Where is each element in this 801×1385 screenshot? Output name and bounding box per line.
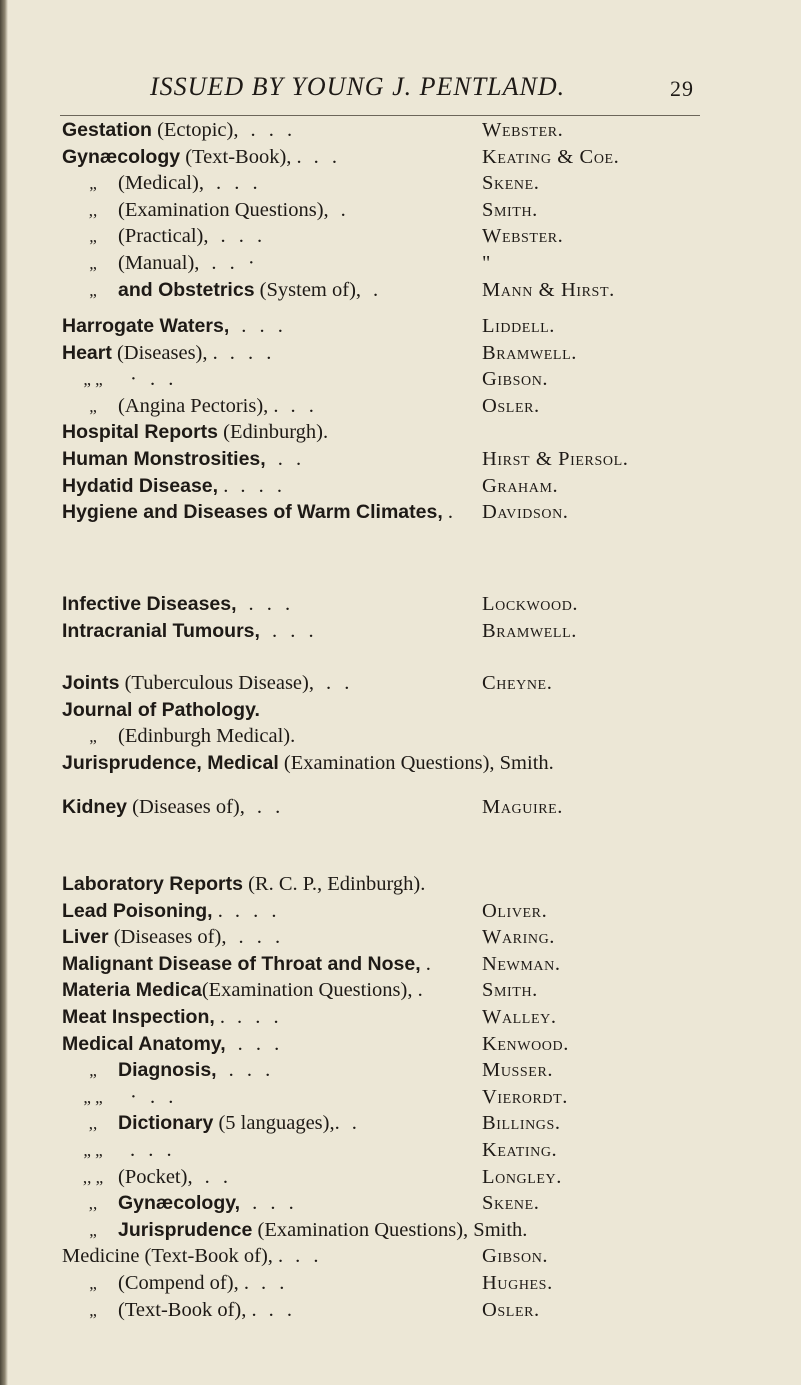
entry-title [62,750,566,777]
entry-heading: Joints [62,672,120,694]
ditto-mark: ,, [88,1114,98,1134]
leader-dots: . . . [237,1032,284,1055]
entry-text: (Practical), [118,225,209,248]
leader-dots: . . [313,145,342,168]
entry-heading: Meat Inspection, [62,1005,215,1028]
entry-text: (Examination Questions), [118,198,329,221]
entry-block [62,117,762,303]
entry-author: Smith. [482,979,538,1002]
leader-dots: . [340,198,350,221]
catalogue-entry [62,1110,762,1137]
ditto-mark: „ [89,280,97,300]
entry-heading: Liver [62,926,109,949]
leader-dots: . . . [248,593,295,615]
entry-heading: Laboratory Reports [62,873,243,895]
leader-dots: . . . [229,341,276,364]
catalogue-entry [62,223,762,250]
entry-author: Davidson. [482,501,569,524]
leader-dots: . . . [215,172,262,195]
entry-heading: Diagnosis, [118,1059,217,1082]
catalogue-entry [62,1297,762,1324]
catalogue-entry [62,697,762,724]
entry-title [62,924,284,951]
entry-author: Lockwood. [482,593,579,615]
entry-author: Webster. [482,225,564,248]
entry-title [62,1004,283,1031]
entry-title [62,898,280,925]
catalogue-entry [62,1270,762,1297]
catalogue-entry [62,1217,762,1244]
entry-title [62,1243,323,1270]
entry-title [62,277,382,305]
catalogue-entry [62,871,762,898]
catalogue-entry [62,977,762,1004]
entry-title [62,473,286,500]
entry-text: (Text-Book), . [180,145,302,168]
entry-author: Maguire. [482,796,564,818]
catalogue-entry [62,1137,762,1164]
entry-heading: Medical Anatomy, [62,1032,226,1055]
leader-dots: . . [290,394,318,417]
leader-dots: . . · [211,251,259,274]
entry-title [62,117,296,144]
catalogue-entry [62,170,762,197]
entry-author: Newman. [482,952,561,975]
catalogue-entry [62,1190,762,1217]
entry-text: (Diseases), . [111,341,218,364]
ditto-mark: „ „ [83,1087,103,1107]
leader-dots: . . . [252,1192,298,1215]
entry-author: Cheyne. [482,672,553,694]
ditto-mark: „ [89,1220,97,1240]
entry-author: Waring. [482,926,556,949]
ditto-mark: „ [89,1061,97,1081]
entry-title [62,499,465,526]
catalogue-entry [62,1243,762,1270]
entry-title [62,170,262,198]
entry-text: (5 languages),. [213,1112,340,1135]
leader-dots: . . . [240,474,286,497]
catalogue-entry [62,618,762,645]
catalogue-entry [62,473,762,500]
catalogue-entry [62,499,762,526]
entry-title [62,1110,361,1138]
entry-heading: Lead Poisoning, [62,899,213,922]
entry-author: Bramwell. [482,619,577,642]
entry-heading: Hydatid Disease, [62,474,219,497]
leader-dots: . . . [237,1005,283,1028]
entry-author: Liddell. [482,315,555,337]
entry-title [62,1137,176,1165]
entry-title [62,340,275,367]
catalogue-entry [62,313,762,340]
entry-heading: Heart [62,341,112,364]
leader-dots: . [373,278,383,301]
entry-author: Gibson. [482,368,549,391]
catalogue-entry [62,898,762,925]
catalogue-entry [62,1057,762,1084]
ditto-mark: „ [89,227,97,247]
entry-text: (R. C. P., Edinburgh). [242,873,426,895]
entry-text: (Diseases of), [108,926,227,949]
entry-title [62,871,437,898]
entry-author: Osler. [482,1298,540,1321]
catalogue-entry [62,366,762,393]
leader-dots: . . [204,1165,232,1188]
leader-dots: . . . [130,1138,176,1161]
entry-text: (System of), [254,278,362,301]
entry-block [62,591,762,644]
entry-heading: Journal of Pathology. [62,698,260,721]
entry-title [62,1217,539,1245]
leader-dots: . [351,1112,361,1135]
leader-dots: . . . [250,119,297,141]
entry-author: Skene. [482,172,540,195]
entry-block [62,794,762,821]
entry-author: Vierordt. [482,1085,568,1108]
leader-dots: . . [260,1271,289,1294]
entry-author: Bramwell. [482,341,577,364]
ditto-mark: „ „ [83,1140,103,1160]
entry-author: Walley. [482,1005,557,1028]
catalogue-entry [62,250,762,277]
catalogue-entry [62,924,762,951]
entry-author: Kenwood. [482,1032,569,1055]
leader-dots: . . . [241,315,287,337]
entry-text: (Edinburgh). [218,421,329,444]
entry-block [62,313,762,526]
catalogue-entry [62,1031,762,1058]
entry-title [62,366,177,394]
catalogue-entry [62,794,762,821]
entry-title [62,393,318,421]
entry-heading: Gestation [62,119,152,141]
ditto-mark: „ [89,253,97,273]
page-spine-shadow [0,0,8,1385]
entry-title [62,446,305,473]
entry-text: (Compend of), . [118,1271,249,1294]
catalogue-entry [62,591,762,618]
leader-dots: . . . [238,926,285,949]
entry-author: Oliver. [482,899,548,922]
entry-text: Medicine (Text-Book of), . [62,1245,284,1268]
catalogue-entry [62,197,762,224]
ditto-mark: „ [89,174,97,194]
entry-heading: Hospital Reports [62,421,219,444]
catalogue-entry [62,144,762,171]
entry-text: (Tuberculous Disease), [119,672,314,694]
entry-title [62,1190,298,1218]
ditto-mark: „ [89,727,97,747]
leader-dots: . . [295,1245,323,1268]
entry-title [62,697,272,724]
entry-text: (Angina Pectoris), . [118,394,279,417]
entry-title [62,591,294,618]
catalogue-entry [62,750,762,777]
ditto-mark: „ [89,396,97,416]
ditto-mark: „ „ [83,370,103,390]
entry-author: Keating & Coe. [482,145,620,168]
entry-title [62,1270,288,1298]
entry-author: Musser. [482,1059,554,1082]
entry-title [62,1164,232,1192]
catalogue-entry [62,277,762,304]
catalogue-entry [62,723,762,750]
entry-heading: Jurisprudence [118,1218,253,1241]
entry-text: (Text-Book of), . [118,1298,257,1321]
entry-text: (Manual), [118,251,200,274]
entry-author: Keating. [482,1138,558,1161]
entry-heading: Intracranial Tumours, [62,619,260,642]
entry-block [62,871,762,1323]
catalogue-entry [62,951,762,978]
entry-block [62,670,762,776]
entry-author: Billings. [482,1112,561,1135]
entry-text: (Examination Questions), Smith. [252,1218,528,1241]
entry-heading: Harrogate Waters, [62,315,230,337]
catalogue-entry [62,1164,762,1191]
entry-text: (Examination Questions), Smith. [278,751,554,774]
entry-author: Gibson. [482,1245,549,1268]
leader-dots: · . . [130,1085,178,1108]
leader-dots: . . . [220,225,267,248]
entry-heading: Malignant Disease of Throat and Nose, [62,952,421,975]
entry-heading: Jurisprudence, Medical [62,751,279,774]
entry-title [62,419,340,446]
entry-author: Hirst & Piersol. [482,447,629,470]
entry-author: Smith. [482,198,538,221]
ditto-mark: ,, [88,1194,98,1214]
entry-text: (Ectopic), [151,119,239,141]
leader-dots: . . [268,1298,296,1321]
header-rule [60,115,700,116]
entry-text: . [214,1005,226,1028]
entry-heading: Hygiene and Diseases of Warm Climates, [62,501,443,524]
entry-title [62,223,266,251]
entry-author: Skene. [482,1192,540,1215]
entry-heading: Kidney [62,796,128,818]
catalogue-entry [62,1084,762,1111]
entry-author: Mann & Hirst. [482,278,615,301]
leader-dots: . . . [228,1059,275,1082]
page-number: 29 [670,76,694,101]
entry-text: . [420,952,431,975]
entry-heading: and Obstetrics [118,278,255,301]
entry-title [62,1031,283,1058]
entry-title [62,723,307,751]
leader-dots: · . . [130,368,178,391]
entry-text: (Edinburgh Medical). [118,725,296,748]
entry-text: (Examination Questions), . [201,979,423,1002]
entry-title [62,951,443,978]
entry-heading: Infective Diseases, [62,593,237,615]
entry-text: . [212,899,223,922]
entry-heading: Gynæcology, [118,1192,241,1215]
entry-title [62,1084,177,1112]
entry-author: Osler. [482,394,540,417]
entry-text: (Diseases of), [127,796,245,818]
leader-dots: . . . [271,619,318,642]
entry-heading: Human Monstrosities, [62,447,266,470]
entry-text: . [442,501,453,524]
catalogue-entry [62,117,762,144]
entry-title [62,670,353,697]
catalogue-entry [62,340,762,367]
ditto-mark: „ [89,1273,97,1293]
entry-author: Graham. [482,474,559,497]
ditto-mark: ,, [88,200,98,220]
entry-title [62,1297,296,1325]
entry-heading: Gynæcology [62,145,181,168]
entry-title [62,794,284,821]
catalogue-entry [62,1004,762,1031]
entry-text: . [218,474,229,497]
entry-author: Webster. [482,119,564,141]
entry-title [62,250,259,278]
ditto-mark: „ [89,1300,97,1320]
catalogue-entry [62,393,762,420]
entry-author: Longley. [482,1165,562,1188]
catalogue-entry [62,670,762,697]
leader-dots: . . . [234,899,281,922]
entry-title [62,1057,274,1085]
catalogue-entry [62,446,762,473]
entry-author: " [482,251,491,274]
leader-dots: . . [325,672,354,694]
entry-text: (Medical), [118,172,204,195]
entry-heading: Dictionary [118,1112,214,1135]
entry-title [62,977,435,1004]
entry-title [62,197,350,225]
entry-title [62,618,318,645]
leader-dots: . . [256,796,285,818]
entry-title [62,313,287,340]
ditto-mark: ,, „ [82,1167,104,1187]
entry-heading: Materia Medica [62,979,202,1002]
running-header [150,72,750,102]
entry-author: Hughes. [482,1271,553,1294]
catalogue-entry [62,419,762,446]
entry-title [62,144,341,171]
entry-text: (Pocket), [118,1165,193,1188]
running-header-title: ISSUED BY YOUNG J. PENTLAND. [150,72,566,101]
leader-dots: . . [277,447,306,470]
